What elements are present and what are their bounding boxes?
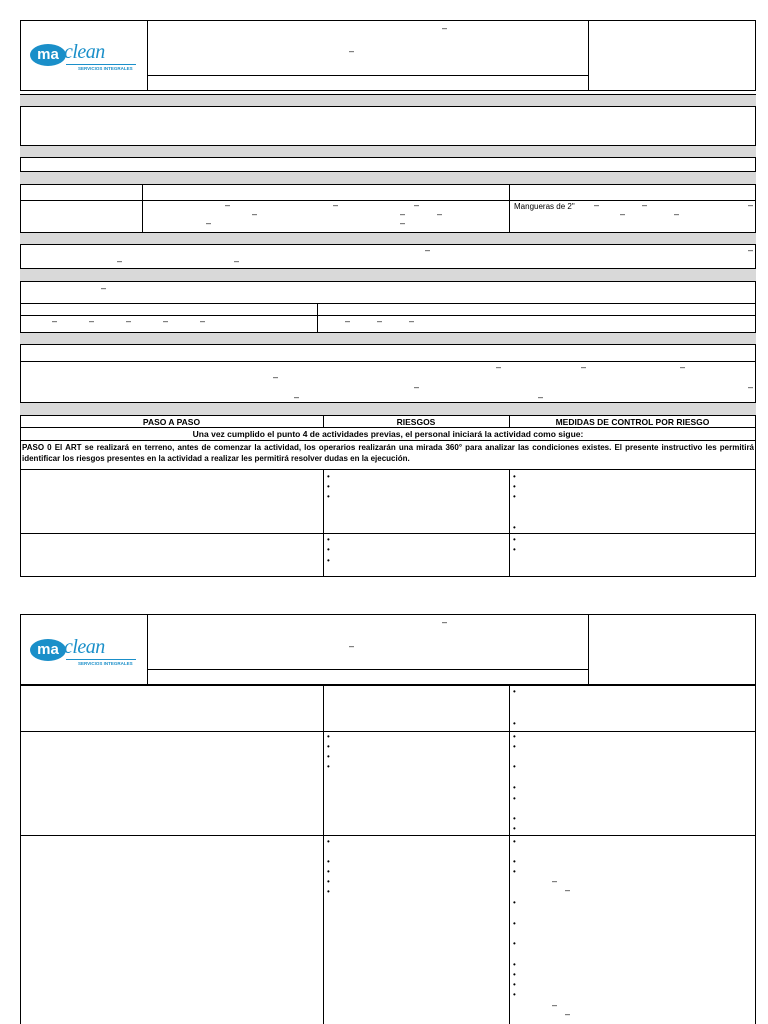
bullet: • [327,472,330,481]
dash: – [89,316,95,326]
page2-body [20,685,756,1024]
dash: – [252,209,258,219]
bullet: • [513,814,516,823]
dash: – [200,316,206,326]
col-line [317,303,318,332]
bullet: • [513,545,516,554]
bullet: • [327,732,330,741]
col-line [509,685,510,1024]
dash: – [620,209,626,219]
bullet: • [513,898,516,907]
dash: – [565,1009,571,1019]
col-line [323,469,324,577]
dash: – [409,316,415,326]
dash: – [400,218,406,228]
section-band [20,94,756,107]
dash: – [414,200,420,210]
col-header-medidas: MEDIDAS DE CONTROL POR RIESGO [555,417,710,427]
paso0-text: PASO 0 El ART se realizará en terreno, antes de comenzar la actividad, los operarios realizarán una mirada 360° para analizar las condiciones existes. El presente instructivo les permitirá identificar los riesgos presentes en la actividad a realizar les permitirá resolver dudas en la ejecución. [22,443,754,463]
bullet: • [513,472,516,481]
bullet: • [327,877,330,886]
header-divider [147,669,588,670]
col-line [142,185,143,232]
header-divider [588,20,589,91]
dash: – [163,316,169,326]
dash: – [206,218,212,228]
logo-ma: ma [30,639,66,661]
dash: – [565,885,571,895]
row-line [20,469,756,470]
dash: – [117,256,123,266]
dash: – [425,245,431,255]
mangueras-text: Mangueras de 2" [514,202,575,211]
bullet: • [327,492,330,501]
dash: – [552,876,558,886]
logo-clean: clean [64,636,105,658]
dash: – [101,283,107,293]
dash: – [333,200,339,210]
col-line [509,185,510,232]
logo-underline [66,659,136,660]
dash: – [377,316,383,326]
header-divider [147,75,588,76]
bullet: • [513,970,516,979]
header-divider [147,614,148,685]
bullet: • [327,837,330,846]
section-band [20,402,756,416]
bullet: • [327,535,330,544]
bullet: • [513,990,516,999]
logo-clean: clean [64,41,105,63]
dash: – [225,200,231,210]
dash: – [496,362,502,372]
dash: – [680,362,686,372]
bullet: • [327,762,330,771]
dash: – [349,641,355,651]
dash: – [642,200,648,210]
col-line [323,685,324,1024]
dash: – [414,382,420,392]
header-divider [588,614,589,685]
col-header-riesgos: RIESGOS [396,417,436,427]
bullet: • [327,742,330,751]
bullet: • [513,857,516,866]
maclean-logo [30,636,140,667]
intro-line: Una vez cumplido el punto 4 de actividades previas, el personal iniciará la actividad como sigue: [192,429,584,439]
bullet: • [327,887,330,896]
row-line [20,361,756,362]
dash: – [552,1000,558,1010]
maclean-logo [30,41,140,72]
row-line [20,427,756,428]
section-band [20,332,756,345]
bullet: • [327,545,330,554]
bullet: • [513,719,516,728]
logo-tagline: SERVICIOS INTEGRALES [78,66,133,71]
row-line [20,303,756,304]
bullet: • [327,482,330,491]
row-line [20,731,756,732]
dash: – [294,392,300,402]
dash: – [349,46,355,56]
bullet: • [513,523,516,532]
dash: – [538,392,544,402]
row-line [20,440,756,441]
section-band [20,232,756,245]
dash: – [674,209,680,219]
bullet: • [513,919,516,928]
bullet: • [513,492,516,501]
bullet: • [513,980,516,989]
dash: – [748,245,754,255]
dash: – [581,362,587,372]
dash: – [442,617,448,627]
bullet: • [513,732,516,741]
section-band [20,171,756,185]
dash: – [442,23,448,33]
logo-underline [66,64,136,65]
section-band [20,268,756,282]
bullet: • [513,482,516,491]
dash: – [273,372,279,382]
logo-tagline: SERVICIOS INTEGRALES [78,661,133,666]
bullet: • [513,960,516,969]
dash: – [437,209,443,219]
bullet: • [327,867,330,876]
bullet: • [513,939,516,948]
col-header-paso: PASO A PASO [142,417,201,427]
bullet: • [513,687,516,696]
bullet: • [513,783,516,792]
dash: – [234,256,240,266]
dash: – [748,382,754,392]
col-line [509,469,510,577]
dash: – [52,316,58,326]
dash: – [126,316,132,326]
bullet: • [513,535,516,544]
bullet: • [513,867,516,876]
bullet: • [513,762,516,771]
bullet: • [513,794,516,803]
bullet: • [513,742,516,751]
header-divider [147,20,148,91]
bullet: • [327,857,330,866]
bullet: • [513,824,516,833]
dash: – [594,200,600,210]
bullet: • [513,837,516,846]
bullet: • [327,752,330,761]
dash: – [748,200,754,210]
bullet: • [327,556,330,565]
row-line [20,533,756,534]
dash: – [400,209,406,219]
section-band [20,145,756,158]
row-line [20,835,756,836]
logo-ma: ma [30,44,66,66]
dash: – [345,316,351,326]
